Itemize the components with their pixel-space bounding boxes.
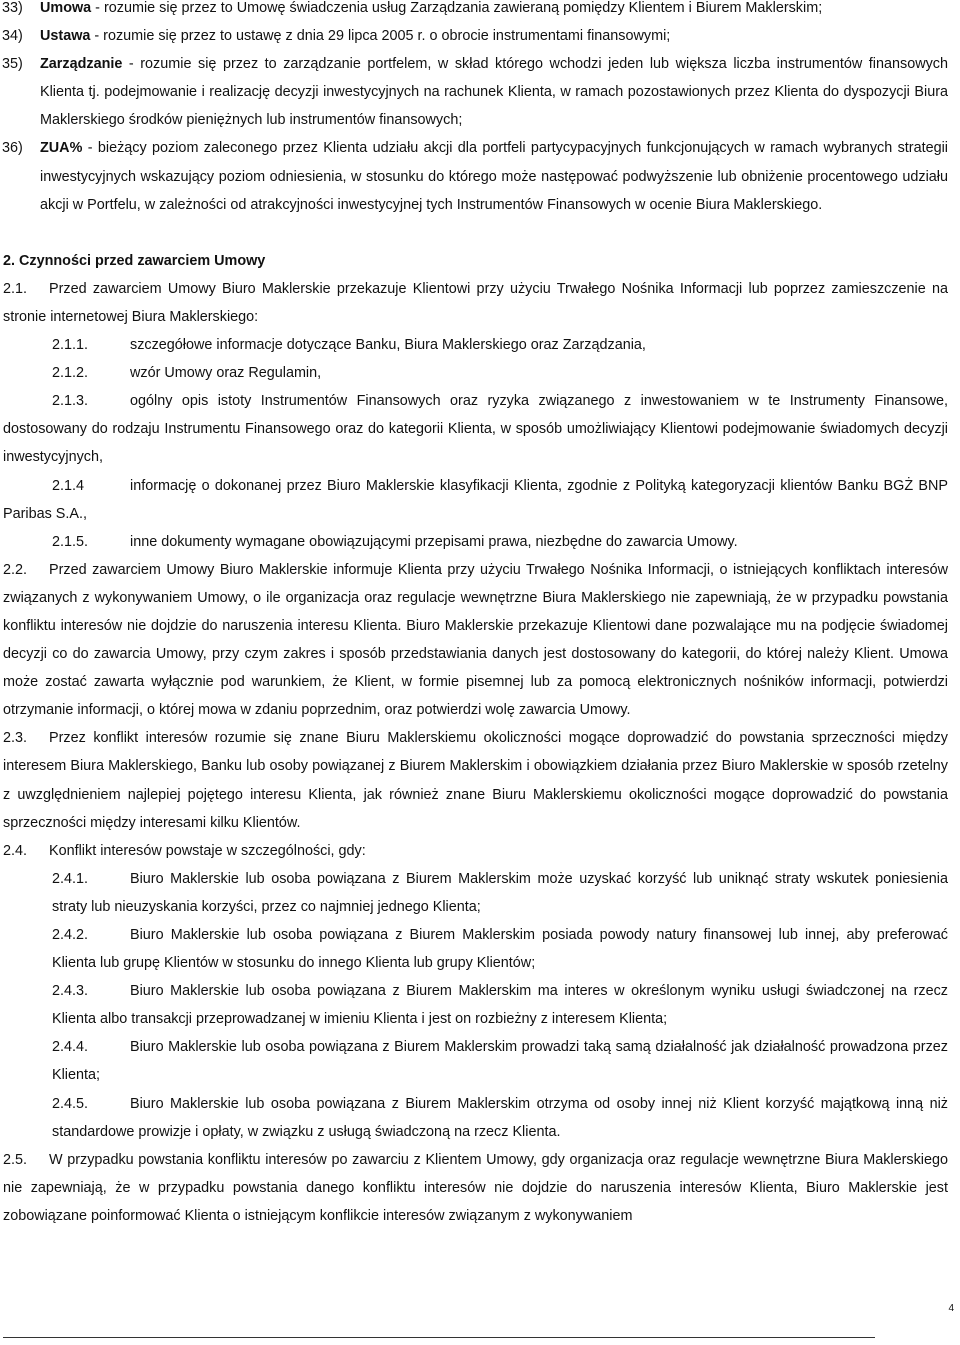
item-text: wzór Umowy oraz Regulamin, [130,365,322,382]
item-number: 2.1.5. [52,533,89,550]
item-text: informację o dokonanej przez Biuro Maklerskie klasyfikacji Klienta, zgodnie z Polityką kategoryzacji klientów Banku BGŻ BNP Paribas S.A., [3,477,948,522]
definition-text [40,50,960,134]
definition-text [40,134,960,218]
item-number: 2.1.4 [52,477,85,494]
item-text: Biuro Maklerskie lub osoba powiązana z Biurem Maklerskim prowadzi taką samą działalność jak działalność prowadzona przez Klienta; [52,1039,948,1084]
definition-number: 33) [2,0,23,16]
list-item [0,1033,960,1089]
list-item [0,865,960,921]
definition-body: - rozumie się przez to Umowę świadczenia usług Zarządzania zawieraną pomiędzy Klientem i Biurem Maklerskim; [91,0,823,16]
item-text: inne dokumenty wymagane obowiązującymi przepisami prawa, niezbędne do zawarcia Umowy. [130,533,738,550]
definition-term: Umowa [40,0,92,16]
item-number: 2.1.2. [52,365,89,382]
paragraph-number: 2.1. [3,280,28,297]
paragraph-2-2 [0,556,960,725]
list-item [0,977,960,1033]
item-number: 2.4.1. [52,870,89,887]
item-text: szczegółowe informacje dotyczące Banku, Biura Maklerskiego oraz Zarządzania, [130,337,646,354]
definition-body: - bieżący poziom zaleconego przez Klienta udziału akcji dla portfeli partycypacyjnych funkcjonujących w ramach wybranych strategii inwestycyjnych wskazujący poziom odniesienia, w stosunku do którego może następować podwyższenie lub obniżenie procentowego udziału akcji w Portfelu, w zależności od atrakcyjności inwestycyjnej tych Instrumentów Finansowych w ocenie Biura Maklerskiego. [40,140,948,213]
item-number: 2.4.3. [52,983,89,1000]
list-item [0,359,960,387]
definition-item [0,50,960,134]
item-number: 2.4.2. [52,927,89,943]
section-heading: 2. Czynności przed zawarciem Umowy [3,252,266,269]
definition-body: - rozumie się przez to ustawę z dnia 29 lipca 2005 r. o obrocie instrumentami finansowymi; [90,28,671,45]
paragraph-number: 2.4. [3,842,28,859]
definitions-list [0,0,960,219]
page-number: 4 [948,1303,954,1314]
item-text: Biuro Maklerskie lub osoba powiązana z Biurem Maklerskim może uzyskać korzyść lub uniknąć straty wskutek poniesienia straty lub nieuzyskania korzyści, przez co najmniej jednego Klienta; [52,870,948,915]
footer-divider [3,1337,875,1338]
definition-number: 35) [2,56,23,73]
list-item [0,1090,960,1146]
definition-number: 36) [2,140,23,157]
definition-term: Zarządzanie [40,56,123,73]
paragraph-2-3 [0,724,960,836]
item-number: 2.1.3. [52,393,89,410]
item-text: Biuro Maklerskie lub osoba powiązana z Biurem Maklerskim otrzyma od osoby innej niż Klient korzyść majątkową inną niż standardowe prowizje i opłaty, w związku z usługą świadczoną na rzecz Klienta. [52,1095,948,1140]
definition-term: Ustawa [40,28,91,45]
paragraph-text: Konflikt interesów powstaje w szczególności, gdy: [49,842,366,859]
paragraph-2-1 [0,275,960,331]
definition-item [0,134,960,218]
spacer [0,219,960,247]
list-item [0,387,960,471]
definition-number: 34) [2,28,23,45]
paragraph-number: 2.2. [3,561,28,578]
paragraph-text: W przypadku powstania konfliktu interesów po zawarciu z Klientem Umowy, gdy organizacja oraz regulacje wewnętrzne Biura Maklerskiego nie zapewniają, że w przypadku powstania danego konfliktu interesów nie dojdzie do naruszenia interesów Klienta, Biuro Maklerskie jest zobowiązane poinformować Klienta o istniejącym konflikcie interesów związanym z wykonywaniem [3,1151,948,1224]
item-text: Biuro Maklerskie lub osoba powiązana z Biurem Maklerskim posiada powody natury finansowej lub innej, aby preferować Klienta lub grupę Klientów w stosunku do innego Klienta lub grupy Klientów; [52,927,948,972]
definition-term: ZUA% [40,140,83,157]
item-number: 2.1.1. [52,337,89,354]
paragraph-2-5 [0,1146,960,1230]
definition-text [40,22,960,50]
paragraph-number: 2.3. [3,730,28,747]
item-number: 2.4.5. [52,1095,89,1112]
list-item [0,528,960,556]
list-item [0,472,960,528]
definition-item [0,22,960,50]
paragraph-text: Przed zawarciem Umowy Biuro Maklerskie informuje Klienta przy użyciu Trwałego Nośnika Informacji, o istniejących konfliktach interesów związanych z wykonywaniem Umowy, o ile organizacja oraz regulacje wewnętrzne Biura Maklerskiego nie zapewniają, że w przypadku powstania konfliktu interesów nie dojdzie do naruszenia interesu Klienta. Biuro Maklerskie przekazuje Klientowi dane pozwalające mu na podjęcie świadomej decyzji co do zawarcia Umowy, przy czym zakres i sposób przedstawiania danych jest dostosowany do kategorii, do której należy Klient. Umowa może zostać zawarta wyłącznie pod warunkiem, że Klient, w formie pisemnej lub za pomocą elektronicznych nośników informacji, potwierdzi otrzymanie informacji, o której mowa w zdaniu poprzednim, oraz potwierdzi wolę zawarcia Umowy. [3,561,948,719]
list-item [0,331,960,359]
paragraph-text: Przez konflikt interesów rozumie się znane Biuru Maklerskiemu okoliczności mogące doprowadzić do powstania sprzeczności między interesem Biura Maklerskiego, Banku lub osoby powiązanej z Biurem Maklerskim i obowiązkiem działania przez Biuro Maklerskie w sposób rzetelny z uwzględnieniem najlepiej pojętego interesu Klienta, jak również znane Biuru Maklerskiemu okoliczności mogące doprowadzić do powstania sprzeczności między interesami kilku Klientów. [3,730,948,831]
definition-text [40,0,960,22]
definition-item [0,0,960,22]
item-number: 2.4.4. [52,1039,89,1056]
definition-body: - rozumie się przez to zarządzanie portfelem, w skład którego wchodzi jeden lub większa liczba instrumentów finansowych Klienta tj. podejmowanie i realizację decyzji inwestycyjnych na rachunek Klienta, w ramach pozostawionych przez Klienta do dyspozycji Biura Maklerskiego środków pieniężnych lub instrumentów finansowych; [40,56,948,129]
paragraph-text: Przed zawarciem Umowy Biuro Maklerskie przekazuje Klientowi przy użyciu Trwałego Nośnika Informacji lub poprzez zamieszczenie na stronie internetowej Biura Maklerskiego: [3,280,948,325]
item-text: Biuro Maklerskie lub osoba powiązana z Biurem Maklerskim ma interes w określonym wyniku usługi świadczonej na rzecz Klienta albo transakcji przeprowadzanej w imieniu Klienta i jest on rozbieżny z interesem Klienta; [52,983,948,1028]
list-item [0,921,960,977]
paragraph-2-4 [0,837,960,865]
paragraph-number: 2.5. [3,1151,28,1168]
item-text: ogólny opis istoty Instrumentów Finansowych oraz ryzyka związanego z inwestowaniem w te Instrumenty Finansowe, dostosowany do rodzaju Instrumentu Finansowego oraz do kategorii Klienta, w sposób umożliwiający Klientowi podejmowanie świadomych decyzji inwestycyjnych, [3,393,948,466]
